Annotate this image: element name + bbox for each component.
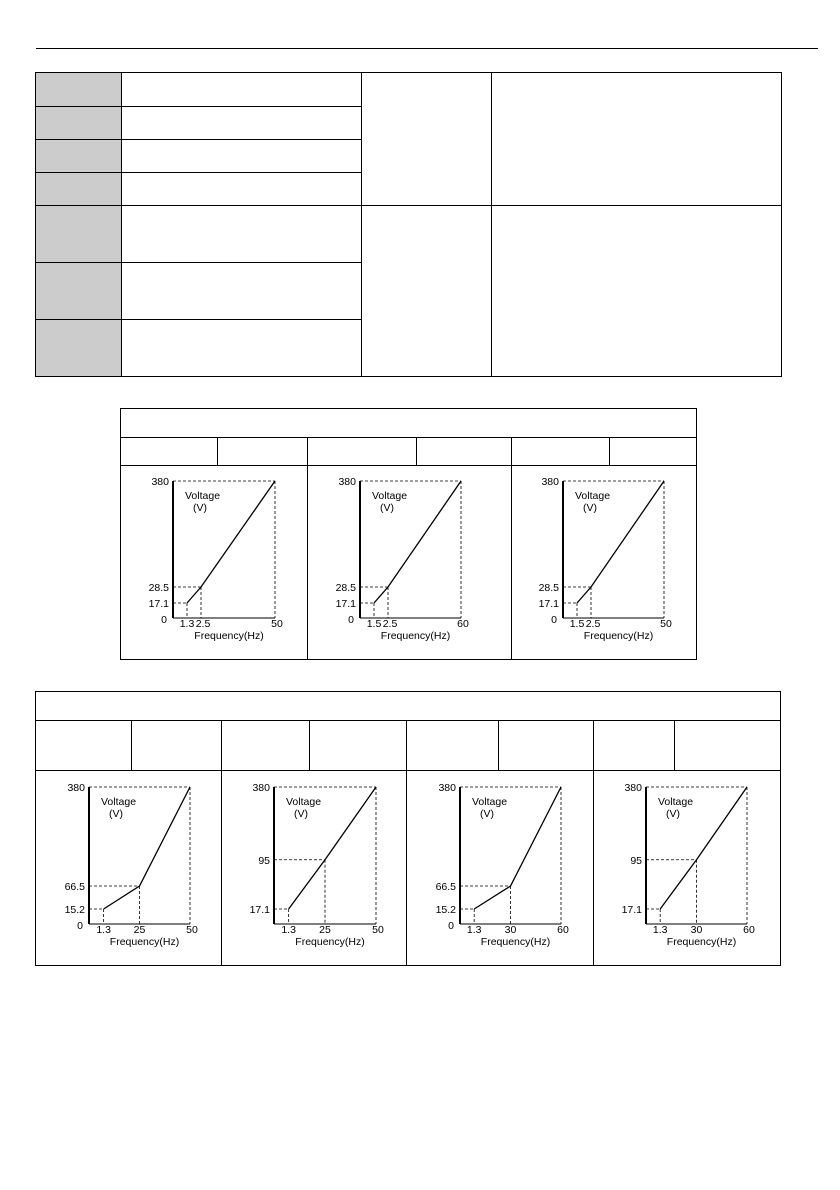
chart7-ylabel-2: (V) (666, 808, 680, 820)
chart7-xlabel: Frequency(Hz) (666, 936, 737, 948)
panel-vline (593, 720, 594, 965)
chart3-y-top-label: 380 (541, 476, 559, 488)
chart3-ylabel-2: (V) (583, 502, 597, 514)
chart5-y-top-label: 380 (252, 782, 270, 794)
chart1-origin-label: 0 (161, 614, 167, 626)
chart5-x3-label: 50 (372, 924, 384, 936)
chart2-y-low-label: 17.1 (335, 598, 356, 610)
chart4-y-low-label: 15.2 (64, 904, 85, 916)
panel-hline-2 (36, 770, 780, 771)
panel-vline (221, 720, 222, 965)
chart6-ylabel-2: (V) (480, 808, 494, 820)
table-hline-group (36, 205, 781, 206)
panel-vline (674, 720, 675, 770)
chart6-x3-label: 60 (557, 924, 569, 936)
chart5-y-low-label: 17.1 (249, 904, 270, 916)
table-vline-2 (361, 73, 362, 376)
chart2-ylabel-2: (V) (380, 502, 394, 514)
chart6-origin-label: 0 (448, 920, 454, 932)
table-hline-a1 (36, 106, 362, 107)
panel-vline (511, 437, 512, 659)
table-hline-b1 (36, 262, 362, 263)
panel-hline-1 (36, 720, 780, 721)
chart6-y-mid-label: 66.5 (435, 881, 456, 894)
vf-panel-2 (35, 691, 781, 966)
panel-hline-2 (121, 465, 696, 466)
top-rule (36, 48, 818, 49)
parameter-table (35, 72, 782, 377)
chart3-y-low-label: 17.1 (538, 598, 559, 610)
panel-vline (416, 437, 417, 465)
chart3-origin-label: 0 (551, 614, 557, 626)
panel-vline (217, 437, 218, 465)
chart4-origin-label: 0 (77, 920, 83, 932)
chart7-ylabel-1: Voltage (658, 796, 694, 808)
chart5-y-mid-label: 95 (258, 854, 270, 867)
chart7-x1-label: 1.3 (652, 924, 668, 936)
chart4-x2-label: 25 (133, 924, 146, 936)
table-hline-a3 (36, 172, 362, 173)
chart6-xlabel: Frequency(Hz) (480, 936, 551, 948)
chart7-y-low-label: 17.1 (621, 904, 642, 916)
chart2-x2-label: 2.5 (382, 618, 398, 630)
chart7-y-top-label: 380 (624, 782, 642, 794)
panel-vline (307, 437, 308, 659)
chart4-y-mid-label: 66.5 (64, 881, 85, 894)
chart7-x3-label: 60 (743, 924, 755, 936)
chart1-y-top-label: 380 (151, 476, 169, 488)
table-vline-3 (491, 73, 492, 376)
chart2-xlabel: Frequency(Hz) (380, 630, 451, 642)
chart5-xlabel: Frequency(Hz) (295, 936, 365, 948)
chart6-y-top-label: 380 (438, 782, 456, 794)
table-hline-a2 (36, 139, 362, 140)
chart1-ylabel-2: (V) (193, 502, 207, 514)
chart6-y-low-label: 15.2 (435, 904, 456, 916)
chart1-y-low-label: 17.1 (148, 598, 169, 610)
chart2-y-top-label: 380 (338, 476, 356, 488)
chart7-y-mid-label: 95 (630, 854, 642, 867)
chart1-xlabel: Frequency(Hz) (194, 630, 264, 642)
chart5-ylabel-1: Voltage (286, 796, 322, 808)
chart6-ylabel-1: Voltage (472, 796, 508, 808)
chart4-x3-label: 50 (186, 924, 198, 936)
chart5-x2-label: 25 (319, 924, 331, 936)
chart3-ylabel-1: Voltage (575, 490, 611, 502)
vf-panel-1 (120, 408, 697, 660)
chart3-x2-label: 2.5 (585, 618, 601, 630)
chart4-y-top-label: 380 (67, 782, 85, 794)
chart2-ylabel-1: Voltage (372, 490, 408, 502)
panel-vline (406, 720, 407, 965)
chart1-x1-label: 1.3 (179, 618, 195, 630)
chart2-x3-label: 60 (457, 618, 469, 630)
chart2-x1-label: 1.5 (366, 618, 382, 630)
chart6-x2-label: 30 (504, 924, 517, 936)
panel-vline (131, 720, 132, 770)
chart4-ylabel-2: (V) (109, 808, 123, 820)
chart3-x1-label: 1.5 (569, 618, 585, 630)
chart7-x2-label: 30 (690, 924, 703, 936)
chart1-x2-label: 2.5 (195, 618, 211, 630)
chart3-x3-label: 50 (660, 618, 672, 630)
chart5-x1-label: 1.3 (281, 924, 296, 936)
chart2-origin-label: 0 (348, 614, 354, 626)
chart5-ylabel-2: (V) (294, 808, 308, 820)
chart6-x1-label: 1.3 (466, 924, 482, 936)
chart3-xlabel: Frequency(Hz) (583, 630, 654, 642)
panel-vline (609, 437, 610, 465)
table-grey-column (36, 73, 121, 376)
chart2-y-mid-label: 28.5 (335, 582, 356, 594)
chart1-y-mid-label: 28.5 (148, 582, 169, 594)
panel-vline (498, 720, 499, 770)
panel-vline (309, 720, 310, 770)
chart1-ylabel-1: Voltage (185, 490, 221, 502)
table-vline-1 (121, 73, 122, 376)
table-hline-b2 (36, 319, 362, 320)
chart4-x1-label: 1.3 (96, 924, 111, 936)
chart1-x3-label: 50 (271, 618, 283, 630)
chart4-ylabel-1: Voltage (101, 796, 137, 808)
chart4-xlabel: Frequency(Hz) (109, 936, 180, 948)
chart3-y-mid-label: 28.5 (538, 582, 559, 594)
